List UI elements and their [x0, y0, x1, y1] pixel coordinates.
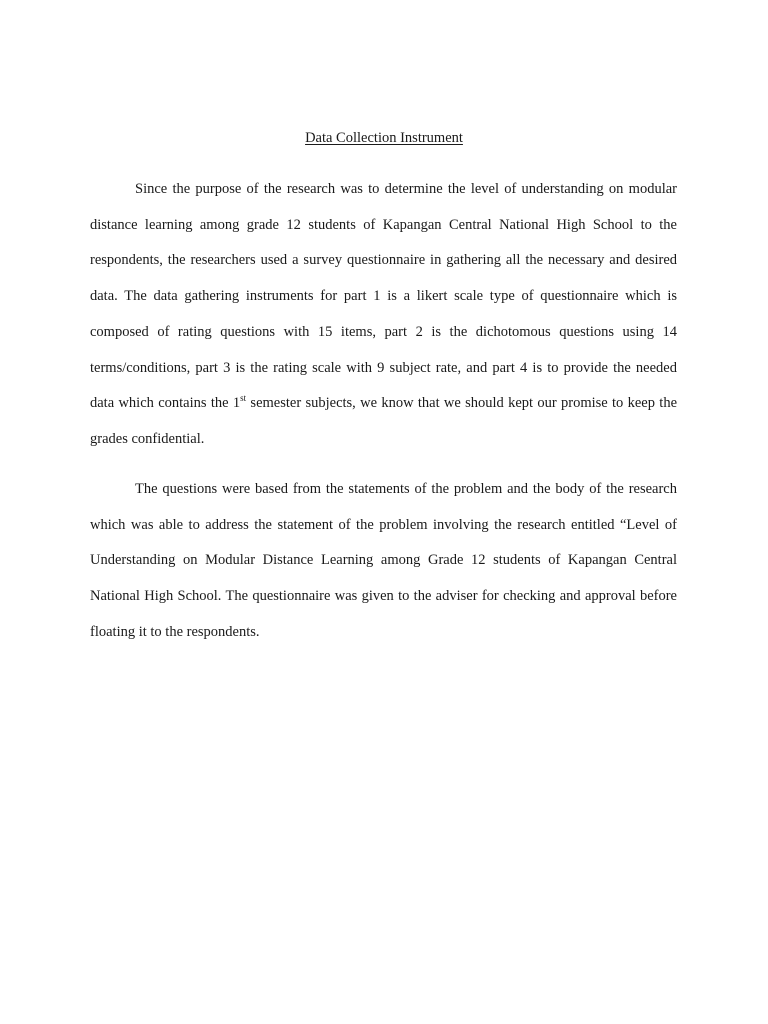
ordinal-superscript: st	[240, 393, 247, 404]
paragraph-purpose	[90, 172, 677, 458]
document-title-text: Data Collection Instrument	[305, 130, 463, 146]
paragraph-purpose-text: Since the purpose of the research was to determine the level of understanding on modular distance learning among grade 12 students of Kapangan Central National High School to the respondents, the researchers used a survey questionnaire in gathering all the necessary and desired data. The data gathering instruments for part 1 is a likert scale type of questionnaire which is composed of rating questions with 15 items, part 2 is the dichotomous questions using 14 terms/conditions, part 3 is the rating scale with 9 subject rate, and part 4 is to provide the needed data which contains the 1	[90, 181, 677, 412]
paragraph-purpose-tail: semester subjects, we know that we should kept our promise to keep the grades confidential.	[90, 395, 678, 447]
paragraph-questions: The questions were based from the statements of the problem and the body of the research which was able to address the statement of the problem involving the research entitled “Level of Understanding on Modular Distance Learning among Grade 12 students of Kapangan Central National High School. The questionnaire was given to the adviser for checking and approval before floating it to the respondents.	[90, 481, 677, 640]
document-title	[0, 128, 768, 148]
